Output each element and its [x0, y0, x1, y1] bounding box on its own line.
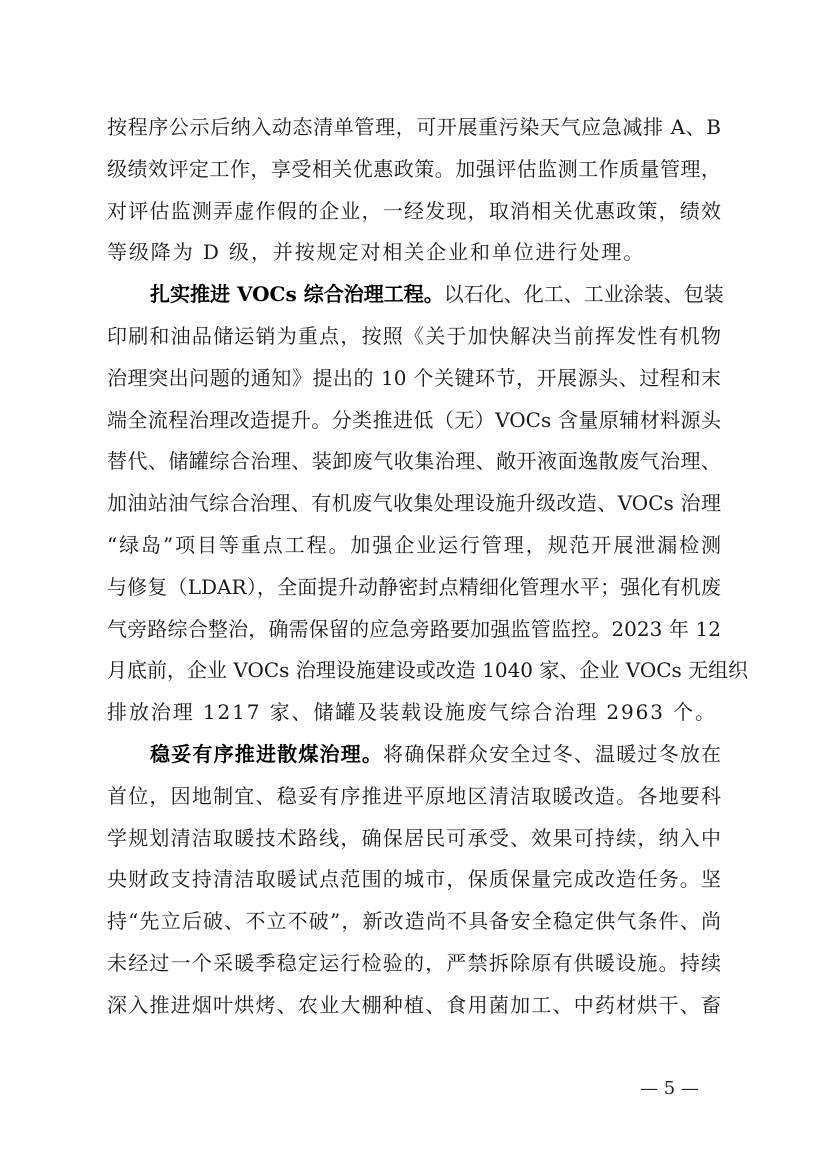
- text-line: 加油站油气综合治理、有机废气收集处理设施升级改造、VOCs 治理: [107, 491, 721, 516]
- text-line: 治理突出问题的通知》提出的 10 个关键环节，开展源头、过程和末: [107, 365, 721, 390]
- text-line: 月底前，企业 VOCs 治理设施建设或改造 1040 家、企业 VOCs 无组织: [107, 658, 749, 683]
- paragraph-vocs: [107, 274, 749, 734]
- text-line: 级绩效评定工作，享受相关优惠政策。加强评估监测工作质量管理，: [107, 156, 721, 181]
- text-line: 等级降为 D 级，并按规定对相关企业和单位进行处理。: [107, 240, 646, 265]
- text-line: “绿岛”项目等重点工程。加强企业运行管理，规范开展泄漏检测: [107, 532, 721, 557]
- text-line: 央财政支持清洁取暖试点范围的城市，保质保量完成改造任务。坚: [107, 867, 721, 892]
- text-line: 印刷和油品储运销为重点，按照《关于加快解决当前挥发性有机物: [107, 323, 721, 348]
- paragraph-coal: [107, 734, 721, 1027]
- text-line: 与修复（LDAR），全面提升动静密封点精细化管理水平；强化有机废: [107, 574, 721, 599]
- text-line: [107, 734, 721, 776]
- paragraph-1: [107, 107, 721, 274]
- text-line: 持“先立后破、不立不破”，新改造尚不具备安全稳定供气条件、尚: [107, 909, 721, 934]
- text-line: [107, 274, 724, 316]
- text-line: 对评估监测弄虚作假的企业，一经发现，取消相关优惠政策，绩效: [107, 198, 721, 223]
- page-number: — 5 —: [640, 1078, 699, 1099]
- paragraph-heading: 稳妥有序推进散煤治理。: [150, 741, 384, 766]
- text-line: 深入推进烟叶烘烤、农业大棚种植、食用菌加工、中药材烘干、畜: [107, 992, 721, 1017]
- paragraph-heading: 扎实推进 VOCs 综合治理工程。: [150, 282, 444, 307]
- text-line: 未经过一个采暖季稳定运行检验的，严禁拆除原有供暖设施。持续: [107, 950, 721, 975]
- text-line: 替代、储罐综合治理、装卸废气收集治理、敞开液面逸散废气治理、: [107, 449, 721, 474]
- text-line: 排放治理 1217 家、储罐及装载设施废气综合治理 2963 个。: [107, 700, 717, 725]
- text-line: 学规划清洁取暖技术路线，确保居民可承受、效果可持续，纳入中: [107, 825, 721, 850]
- text-line: 气旁路综合整治，确需保留的应急旁路要加强监管监控。2023 年 12: [107, 616, 721, 641]
- text-segment: 将确保群众安全过冬、温暖过冬放在: [383, 741, 722, 766]
- document-body: [107, 107, 749, 1027]
- text-line: 首位，因地制宜、稳妥有序推进平原地区清洁取暖改造。各地要科: [107, 783, 721, 808]
- text-line: 按程序公示后纳入动态清单管理，可开展重污染天气应急减排 A、B: [107, 115, 721, 139]
- text-line: 端全流程治理改造提升。分类推进低（无）VOCs 含量原辅材料源头: [107, 407, 721, 432]
- text-segment: 以石化、化工、工业涂装、包装: [443, 282, 724, 307]
